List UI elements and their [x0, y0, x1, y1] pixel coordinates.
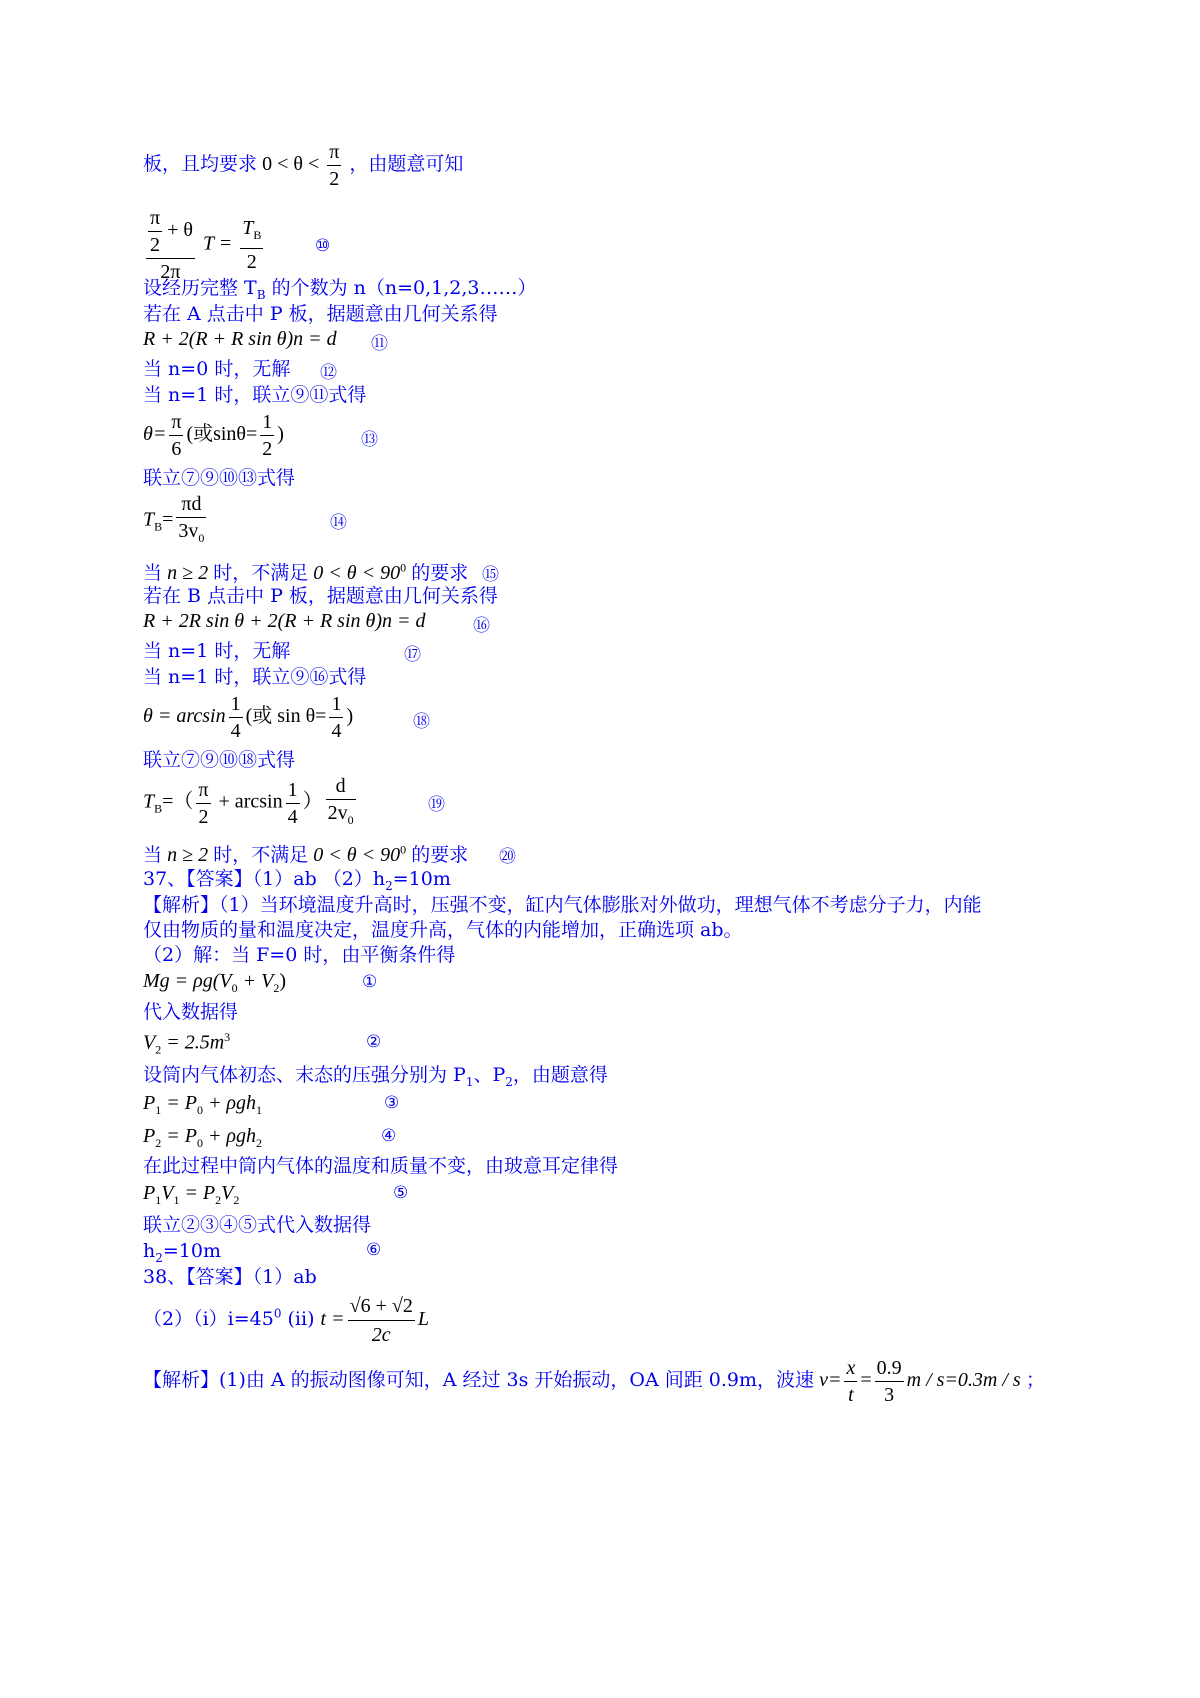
marker-12: ⑫ — [320, 363, 337, 383]
math-range: 0 < θ < $\frac{\pi}{2}$ — [262, 141, 340, 190]
line-combine-13: 联立⑦⑨⑩⑬式得 — [143, 467, 296, 489]
marker-10: ⑩ — [315, 236, 331, 256]
equation-c3: $P_1 = P_0 + \rho gh_1$ — [143, 1092, 263, 1117]
analysis-37-line3: （2）解：当 F=0 时，由平衡条件得 — [143, 944, 456, 966]
line-pressures: 设筒内气体初态、末态的压强分别为 $P_1$、$P_2$，由题意得 — [143, 1064, 608, 1089]
equation-16: R + 2R sin θ + 2(R + R sin θ)n = d — [143, 610, 426, 632]
marker-20: ⑳ — [499, 847, 516, 867]
answer-38-part2: $(2)(i)i=45^0$ (ii) t = $\frac{√6 + √2}{2c}$ L — [143, 1295, 429, 1346]
line-n0-no-solution: 当 n=0 时，无解 — [143, 358, 291, 380]
equation-c4: $P_2 = P_0 + \rho gh_2$ — [143, 1125, 263, 1150]
analysis-38: 【解析】(1)由 A 的振动图像可知，A 经过 3s 开始振动，OA 间距 0.9m，波速 v= $\frac{x}{t}$ = $\frac{0.9}{3}$ m / s=0.3m / s ； — [143, 1357, 1045, 1406]
equation-c5: $P_1V_1 = P_2V_2$ — [143, 1182, 240, 1207]
line-n-ge-2-b: 当 n ≥ 2 时，不满足 $0 < \theta < 90^0$ 的要求 — [143, 842, 469, 866]
answer-37: 37、【答案】（1）ab $(2)h_2=10m$ — [143, 868, 451, 893]
line-h2-result: $h_2=10m$ — [143, 1240, 222, 1265]
line-n1-no-solution: 当 n=1 时，无解 — [143, 640, 291, 662]
text-condition: 板，且均要求 — [143, 153, 258, 176]
marker-c6: ⑥ — [366, 1240, 382, 1260]
marker-c1: ① — [362, 972, 378, 992]
marker-19: ⑲ — [428, 795, 445, 815]
line-n-ge-2-a: 当 n ≥ 2 时，不满足 $0 < \theta < 90^0$ 的要求 — [143, 560, 469, 584]
answer-38: 38、【答案】（1）ab — [143, 1266, 317, 1288]
marker-15: ⑮ — [482, 565, 499, 585]
equation-c2: $V_2 = 2.5m^3$ — [143, 1030, 231, 1057]
equation-18: θ = arcsin $\frac{1}{4}$ (或 sin θ= $\frac{1}{4}$ ) — [143, 693, 354, 742]
equation-11: R + 2(R + R sin θ)n = d — [143, 328, 337, 350]
line-n1-combine-16: 当 n=1 时，联立⑨⑯式得 — [143, 666, 367, 688]
fraction-period: $\frac{\pi}{2}$ + θ 2π — [146, 206, 195, 284]
marker-11: ⑪ — [371, 334, 388, 354]
line-combine-18: 联立⑦⑨⑩⑱式得 — [143, 749, 296, 771]
line-boyle: 在此过程中筒内气体的温度和质量不变，由玻意耳定律得 — [143, 1155, 619, 1177]
analysis-37-line2: 仅由物质的量和温度决定，温度升高，气体的内能增加，正确选项 ab。 — [143, 919, 743, 941]
line-hit-B: 若在 B 点击中 P 板，据题意由几何关系得 — [143, 585, 498, 607]
marker-c3: ③ — [384, 1093, 400, 1113]
line-hit-A: 若在 A 点击中 P 板，据题意由几何关系得 — [143, 303, 498, 325]
line-condition — [143, 140, 463, 191]
marker-17: ⑰ — [404, 645, 421, 665]
fraction-pi-over-2: $\frac{\pi}{2}$ — [329, 141, 340, 190]
text-from-question: ，由题意可知 — [349, 153, 464, 176]
marker-13: ⑬ — [361, 430, 378, 450]
marker-c4: ④ — [381, 1126, 397, 1146]
equation-13: θ= $\frac{\pi}{6}$ (或sinθ= $\frac{1}{2}$ ) — [143, 411, 284, 460]
marker-c5: ⑤ — [393, 1183, 409, 1203]
equation-19: $T_B=$（ $\frac{\pi}{2}$ + arcsin $\frac{1}{4}$ ） $\frac{d}{2v_0}$ — [143, 775, 354, 828]
marker-14: ⑭ — [330, 513, 347, 533]
line-n1-combine: 当 n=1 时，联立⑨⑪式得 — [143, 384, 367, 406]
line-substitute: 代入数据得 — [143, 1001, 239, 1023]
marker-18: ⑱ — [413, 712, 430, 732]
equation-c1: $Mg = \rho g(V_0 + V_2)$ — [143, 970, 287, 995]
equation-14: $T_B=$ $\frac{\pi d}{3v_0}$ — [143, 493, 205, 545]
fraction-TB-over-2: $\frac{T_B}{2}$ — [242, 217, 262, 273]
marker-16: ⑯ — [473, 616, 490, 636]
marker-c2: ② — [366, 1032, 382, 1052]
equation-10: $\frac{\pi}{2}$ + θ 2π T = $\frac{T_B}{2}$ — [143, 206, 266, 284]
line-combine-c: 联立②③④⑤式代入数据得 — [143, 1214, 372, 1236]
line-count-n: 设经历完整 $T_B$ 的个数为 n（n=0,1,2,3……） — [143, 277, 537, 302]
analysis-37-line1: 【解析】（1）当环境温度升高时，压强不变，缸内气体膨胀对外做功，理想气体不考虑分子力，内能 — [143, 894, 982, 916]
